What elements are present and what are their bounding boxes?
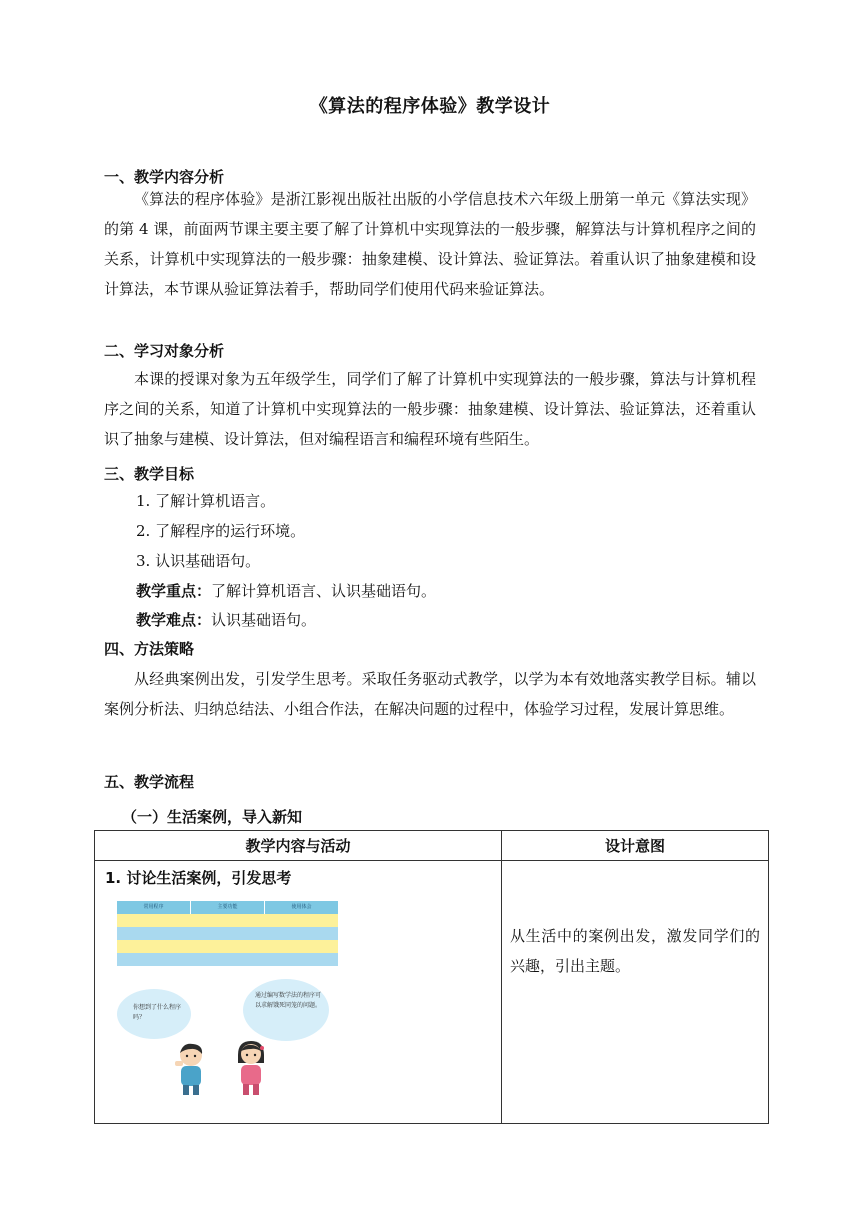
teaching-flow-table [94, 830, 769, 1124]
column-header-intent: 设计意图 [502, 831, 769, 861]
illustration-row [117, 953, 338, 966]
activity-item-heading: 1. 讨论生活案例，引发思考 [105, 869, 292, 887]
intent-text: 从生活中的案例出发，激发同学们的兴趣，引出主题。 [510, 927, 760, 975]
illustration-header-cell: 主要功能 [191, 901, 265, 914]
difficulty-label: 教学难点： [136, 611, 212, 629]
document-title: 《算法的程序体验》教学设计 [309, 96, 551, 117]
illustration-header-cell: 常用程序 [117, 901, 191, 914]
table-row [95, 861, 769, 1124]
speech-bubble-right: 通过编写数学法的程序可以求解饿死同笼的问题。 [243, 979, 329, 1041]
illustration-header-cell: 使用体会 [291, 904, 312, 910]
intent-cell [502, 861, 769, 1124]
section-heading-learner-analysis: 二、学习对象分析 [104, 342, 225, 360]
difficulty-line [136, 609, 316, 630]
subsection-heading-intro: （一）生活案例，导入新知 [122, 808, 303, 826]
difficulty-text: 认识基础语句。 [211, 611, 317, 629]
section-heading-content-analysis: 一、教学内容分析 [104, 168, 225, 186]
table-header-row [95, 831, 769, 861]
illustration-program-table [117, 901, 338, 966]
learner-analysis-paragraph: 本课的授课对象为五年级学生，同学们了解了计算机中实现算法的一般步骤，算法与计算机程序之间的关系，知道了计算机中实现算法的一般步骤：抽象建模、设计算法、验证算法，还着重认识了抽象与建模、设计算法，但对编程语言和编程环境有些陌生。 [104, 370, 756, 448]
speech-bubble-left: 你想到了什么程序吗？ [117, 989, 191, 1039]
section-heading-objectives: 三、教学目标 [104, 465, 195, 483]
objective-item-1: 1. 了解计算机语言。 [136, 492, 276, 510]
methods-paragraph: 从经典案例出发，引发学生思考。采取任务驱动式教学，以学为本有效地落实教学目标。辅以案例分析法、归纳总结法、小组合作法，在解决问题的过程中，体验学习过程，发展计算思维。 [104, 670, 756, 718]
key-point-label: 教学重点： [136, 582, 212, 600]
section-heading-process: 五、教学流程 [104, 773, 195, 791]
objective-item-2: 2. 了解程序的运行环境。 [136, 522, 306, 540]
girl-character-icon [231, 1039, 271, 1097]
column-header-activities: 教学内容与活动 [95, 831, 502, 861]
illustration-row [117, 927, 338, 940]
boy-character-icon [171, 1041, 211, 1097]
content-analysis-paragraph: 《算法的程序体验》是浙江影视出版社出版的小学信息技术六年级上册第一单元《算法实现》的第 4 课，前面两节课主要主要了解了计算机中实现算法的一般步骤，解算法与计算机程序之间的关系，计算机中实现算法的一般步骤：抽象建模、设计算法、验证算法。着重认识了抽象建模和设计算法，本节课从验证算法着手，帮助同学们使用代码来验证算法。 [104, 190, 756, 298]
key-point-line [136, 580, 436, 601]
illustration-table-header [117, 901, 338, 914]
illustration-row [117, 940, 338, 953]
section-heading-methods: 四、方法策略 [104, 640, 195, 658]
activity-cell [95, 861, 502, 1124]
key-point-text: 了解计算机语言、认识基础语句。 [211, 582, 437, 600]
illustration-row [117, 914, 338, 927]
objective-item-3: 3. 认识基础语句。 [136, 552, 261, 570]
